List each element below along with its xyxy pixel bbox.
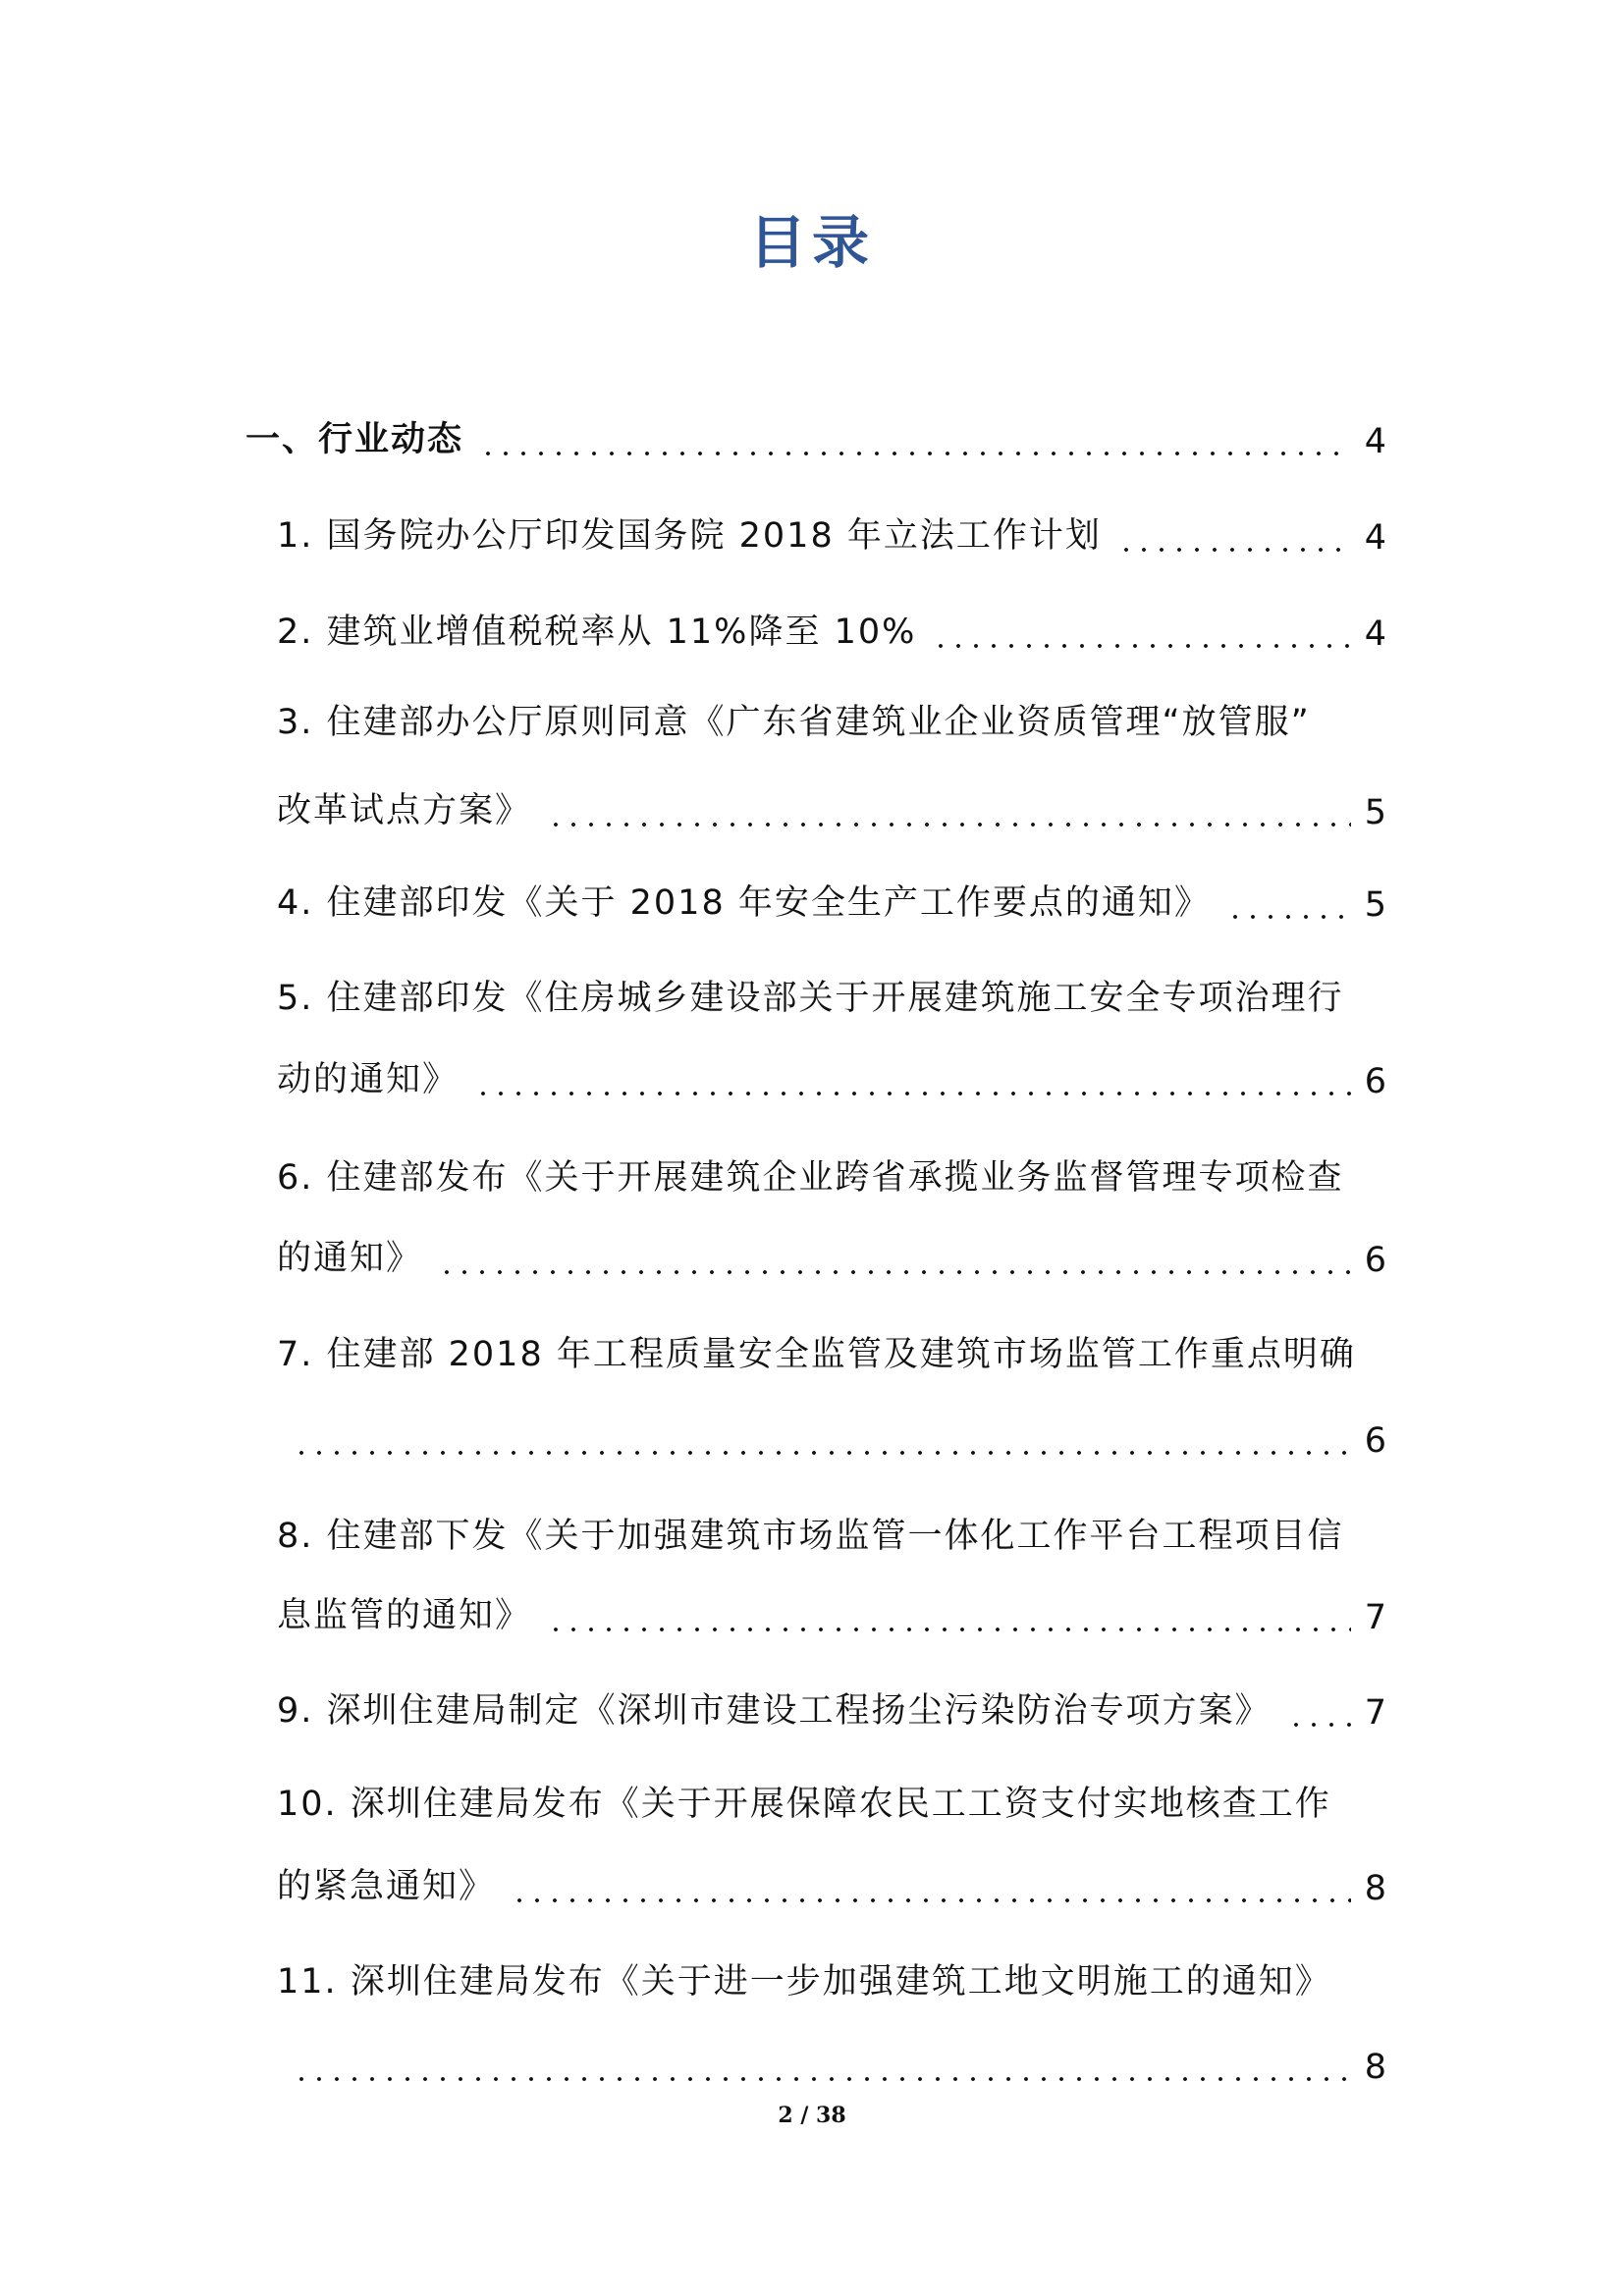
toc-entry-6-line1[interactable]: [277, 1148, 1386, 1207]
toc-entry-text: 7. 住建部 2018 年工程质量安全监管及建筑市场监管工作重点明确: [277, 1335, 1356, 1374]
toc-title: 目录: [748, 209, 875, 276]
toc-page-number: 6: [1364, 1062, 1386, 1101]
toc-page-number: 6: [1364, 1421, 1386, 1461]
toc-section-industry-news[interactable]: [245, 410, 1386, 469]
toc-entry-10-line2[interactable]: [277, 1857, 1386, 1916]
toc-entry-1[interactable]: [277, 507, 1386, 565]
dot-leader: [293, 1451, 1351, 1455]
toc-entry-5-line1[interactable]: [277, 969, 1386, 1028]
toc-page-number: 7: [1364, 1598, 1386, 1637]
toc-entry-8-line2[interactable]: [277, 1586, 1386, 1645]
toc-entry-text: 6. 住建部发布《关于开展建筑企业跨省承揽业务监督管理专项检查: [277, 1158, 1344, 1198]
toc-entry-3-line2[interactable]: [277, 781, 1386, 840]
toc-entry-text: 1. 国务院办公厅印发国务院 2018 年立法工作计划: [277, 516, 1102, 556]
toc-page-number: 5: [1364, 793, 1386, 832]
toc-entry-text: 5. 住建部印发《住房城乡建设部关于开展建筑施工安全专项治理行: [277, 979, 1344, 1018]
toc-entry-text: 3. 住建部办公厅原则同意《广东省建筑业企业资质管理“放管服”: [277, 703, 1311, 742]
dot-leader: [547, 823, 1351, 827]
toc-entry-text: 息监管的通知》: [277, 1596, 532, 1635]
toc-entry-text: 4. 住建部印发《关于 2018 年安全生产工作要点的通知》: [277, 883, 1211, 923]
toc-entry-6-line2[interactable]: [277, 1229, 1386, 1288]
toc-entry-text: 8. 住建部下发《关于加强建筑市场监管一体化工作平台工程项目信: [277, 1517, 1344, 1556]
toc-page-number: 4: [1364, 518, 1386, 558]
dot-leader: [438, 1270, 1351, 1274]
toc-entry-text: 的紧急通知》: [277, 1867, 496, 1906]
page-number-footer: 2 / 38: [778, 2103, 846, 2128]
dot-leader: [293, 2077, 1351, 2081]
dot-leader: [1287, 1723, 1351, 1727]
toc-page-number: 4: [1364, 422, 1386, 461]
toc-page-number: 7: [1364, 1693, 1386, 1733]
toc-entry-7-line1[interactable]: [277, 1325, 1386, 1384]
toc-entry-9[interactable]: [277, 1682, 1386, 1740]
toc-page-number: 5: [1364, 885, 1386, 925]
dot-leader: [932, 644, 1350, 648]
toc-entry-11-line1[interactable]: [277, 1952, 1386, 2011]
toc-page-number: 8: [1364, 1869, 1386, 1908]
toc-entry-3-line1[interactable]: [277, 693, 1386, 752]
toc-entry-11-line2[interactable]: [277, 2036, 1386, 2095]
dot-leader: [1226, 915, 1351, 919]
dot-leader: [474, 1092, 1351, 1095]
toc-entry-text: 动的通知》: [277, 1060, 460, 1099]
dot-leader: [1117, 548, 1351, 552]
toc-entry-text: 9. 深圳住建局制定《深圳市建设工程扬尘污染防治专项方案》: [277, 1691, 1272, 1731]
toc-page-number: 8: [1364, 2048, 1386, 2087]
toc-entry-text: 一、行业动态: [245, 420, 464, 459]
toc-entry-7-line2[interactable]: [277, 1410, 1386, 1468]
toc-page-number: 6: [1364, 1241, 1386, 1280]
toc-entry-text: 的通知》: [277, 1239, 423, 1278]
dot-leader: [511, 1898, 1351, 1902]
toc-entry-4[interactable]: [277, 874, 1386, 933]
dot-leader: [547, 1628, 1351, 1631]
toc-entry-text: 改革试点方案》: [277, 791, 532, 830]
dot-leader: [479, 452, 1351, 455]
toc-entry-2[interactable]: [277, 603, 1386, 662]
toc-entry-5-line2[interactable]: [277, 1050, 1386, 1109]
toc-entry-text: 11. 深圳住建局发布《关于进一步加强建筑工地文明施工的通知》: [277, 1962, 1331, 2002]
toc-entry-text: 2. 建筑业增值税税率从 11%降至 10%: [277, 613, 917, 652]
toc-entry-10-line1[interactable]: [277, 1775, 1386, 1834]
toc-page-number: 4: [1364, 614, 1386, 654]
toc-entry-text: 10. 深圳住建局发布《关于开展保障农民工工资支付实地核查工作: [277, 1785, 1331, 1824]
toc-entry-8-line1[interactable]: [277, 1507, 1386, 1566]
